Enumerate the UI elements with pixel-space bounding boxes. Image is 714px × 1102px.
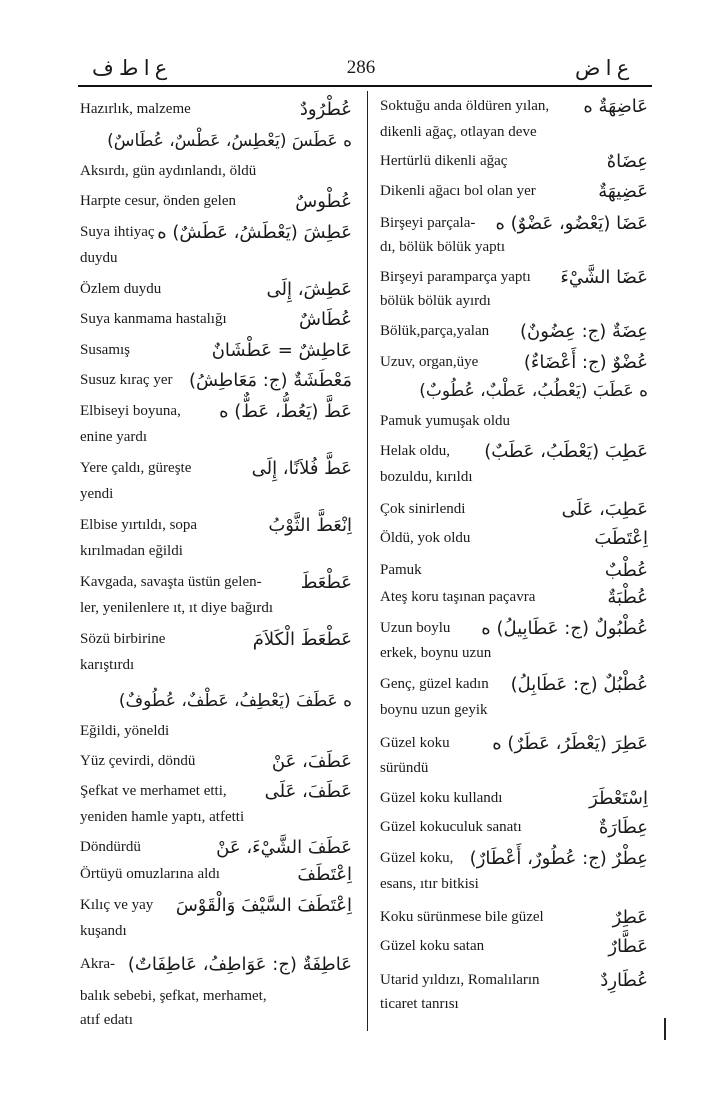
arabic-headword: عَطَفَ الشَّيْءَ، عَنْ bbox=[216, 837, 352, 858]
entry-line bbox=[380, 811, 648, 840]
left-column bbox=[80, 91, 352, 1033]
turkish-definition: dı, bölük bölük yaptı bbox=[380, 239, 505, 255]
arabic-headword: اِعْتَطَبَ bbox=[594, 528, 648, 549]
arabic-headword: عُطَارِدٌ bbox=[600, 970, 648, 991]
arabic-headword: عَطْعَطَ الْكَلاَمَ bbox=[252, 629, 352, 650]
entry-line bbox=[80, 245, 352, 271]
page-number: 286 bbox=[346, 57, 376, 78]
turkish-definition: boynu uzun geyik bbox=[380, 702, 488, 718]
arabic-headword: عَاضِهَةٌ ه bbox=[583, 96, 648, 117]
turkish-definition: Utarid yıldızı, Romalıların bbox=[380, 972, 540, 988]
entry-line bbox=[380, 236, 648, 260]
entry-line bbox=[80, 595, 352, 621]
entry-line bbox=[380, 260, 648, 290]
entry-line bbox=[80, 481, 352, 507]
entry-line bbox=[80, 507, 352, 538]
turkish-definition: Susamış bbox=[80, 342, 131, 358]
turkish-definition: Birşeyi parçala- bbox=[380, 215, 476, 231]
entry-line bbox=[380, 290, 648, 314]
arabic-headword: ه عَطَفَ (يَعْطِفُ، عَطْفٌ، عُطُوفٌ) bbox=[118, 691, 352, 711]
right-column bbox=[380, 91, 648, 1017]
entry-line bbox=[380, 959, 648, 993]
entry-line bbox=[380, 204, 648, 236]
turkish-definition: Döndürdü bbox=[80, 839, 141, 855]
turkish-definition: Soktuğu anda öldüren yılan, bbox=[380, 98, 550, 114]
entry-line bbox=[80, 538, 352, 564]
entry-line bbox=[80, 652, 352, 678]
entry-line bbox=[380, 464, 648, 490]
header-left-entry-range: ع ا ط ف bbox=[92, 56, 168, 80]
entry-line bbox=[380, 490, 648, 522]
turkish-definition: Eğildi, yöneldi bbox=[80, 723, 170, 739]
turkish-definition: yeniden hamle yaptı, atfetti bbox=[80, 809, 245, 825]
turkish-definition: Yüz çevirdi, döndü bbox=[80, 753, 196, 769]
turkish-definition: Kılıç ve yay bbox=[80, 897, 154, 913]
entry-line bbox=[380, 119, 648, 145]
entry-line bbox=[380, 522, 648, 551]
turkish-definition: kuşandı bbox=[80, 923, 127, 939]
header-rule bbox=[78, 85, 652, 87]
entry-line bbox=[80, 271, 352, 302]
arabic-headword: عُطْرُودٌ bbox=[299, 99, 352, 120]
turkish-definition: Birşeyi paramparça yaptı bbox=[380, 269, 531, 285]
turkish-definition: Ateş koru taşınan paçavra bbox=[380, 589, 536, 605]
arabic-headword: عَطِرٌ bbox=[612, 907, 648, 928]
arabic-headword: ه عَطَبَ (يَعْطُبُ، عَطْبٌ، عُطُوبٌ) bbox=[419, 381, 648, 401]
turkish-definition: bölük bölük ayırdı bbox=[380, 293, 491, 309]
arabic-headword: عَطِشَ، إِلَى bbox=[266, 279, 352, 300]
entry-line bbox=[380, 871, 648, 897]
arabic-headword: عِضَاهٌ bbox=[606, 151, 648, 172]
entry-line bbox=[80, 977, 352, 1009]
entry-line bbox=[380, 610, 648, 641]
entry-line bbox=[380, 781, 648, 811]
entry-line bbox=[80, 804, 352, 830]
turkish-definition: süründü bbox=[380, 760, 429, 776]
entry-line bbox=[380, 403, 648, 434]
entry-line bbox=[80, 302, 352, 332]
arabic-headword: عَاطِشٌ = عَطْشَانٌ bbox=[211, 340, 352, 361]
arabic-headword: عَضَا الشَّيْءَ bbox=[560, 267, 648, 288]
arabic-headword: عَضِيهَةٌ bbox=[598, 181, 648, 202]
turkish-definition: Elbise yırtıldı, sopa bbox=[80, 517, 198, 533]
turkish-definition: Sözü birbirine bbox=[80, 631, 166, 647]
entry-line bbox=[80, 830, 352, 860]
entry-line bbox=[380, 91, 648, 119]
entry-line bbox=[80, 122, 352, 153]
arabic-headword: عَطَفَ، عَلَى bbox=[264, 781, 352, 802]
turkish-definition: Yere çaldı, güreşte bbox=[80, 460, 192, 476]
turkish-definition: Güzel koku kullandı bbox=[380, 790, 503, 806]
arabic-headword: عَطَّ فُلاَنًا، إِلَى bbox=[251, 458, 352, 479]
entry-line bbox=[80, 332, 352, 363]
turkish-definition: atıf edatı bbox=[80, 1012, 133, 1028]
arabic-headword: عَطَّ (يَعُطُّ، عَطٌّ) ه bbox=[219, 401, 352, 422]
arabic-headword: عُطْبُولٌ (ج: عَطَابِيلُ) ه bbox=[481, 618, 648, 639]
turkish-definition: Pamuk bbox=[380, 562, 422, 578]
arabic-headword: عِطْرٌ (ج: عُطُورٌ، أَعْطَارٌ) bbox=[469, 848, 648, 869]
arabic-headword: اِنْعَطَّ الثَّوْبُ bbox=[268, 515, 352, 536]
column-divider bbox=[367, 91, 368, 1031]
entry-line bbox=[80, 450, 352, 481]
entry-line bbox=[80, 393, 352, 424]
entry-line bbox=[80, 564, 352, 595]
entry-line bbox=[380, 174, 648, 204]
arabic-headword: عَطِبَ (يَعْطَبُ، عَطَبٌ) bbox=[484, 441, 648, 462]
turkish-definition: karıştırdı bbox=[80, 657, 135, 673]
turkish-definition: Susuz kıraç yer bbox=[80, 372, 173, 388]
entry-line bbox=[80, 1009, 352, 1033]
turkish-definition: Koku sürünmese bile güzel bbox=[380, 909, 544, 925]
arabic-headword: عَطِرَ (يَعْطَرُ، عَطَرٌ) ه bbox=[492, 733, 648, 754]
entry-line bbox=[80, 184, 352, 214]
arabic-headword: عَضَا (يَعْضُو، عَضْوٌ) ه bbox=[495, 213, 648, 234]
turkish-definition: Uzun boylu bbox=[380, 620, 451, 636]
turkish-definition: Harpte cesur, önden gelen bbox=[80, 193, 236, 209]
turkish-definition: Pamuk yumuşak oldu bbox=[380, 413, 510, 429]
turkish-definition: Helak oldu, bbox=[380, 443, 450, 459]
entry-line bbox=[380, 993, 648, 1017]
entry-line bbox=[380, 583, 648, 610]
turkish-definition: duydu bbox=[80, 250, 118, 266]
entry-line bbox=[80, 424, 352, 450]
turkish-definition: Öldü, yok oldu bbox=[380, 530, 471, 546]
entry-line bbox=[80, 887, 352, 918]
turkish-definition: Hazırlık, malzeme bbox=[80, 101, 191, 117]
entry-line bbox=[80, 91, 352, 122]
arabic-headword: ه عَطَسَ (يَعْطِسُ، عَطْسٌ، عُطَاسٌ) bbox=[107, 131, 352, 151]
entry-line bbox=[80, 363, 352, 393]
turkish-definition: Güzel koku satan bbox=[380, 938, 485, 954]
arabic-headword: عُطْبُلٌ (ج: عَطَابِلُ) bbox=[510, 674, 648, 695]
turkish-definition: ler, yenilenlere ıt, ıt diye bağırdı bbox=[80, 600, 274, 616]
turkish-definition: kırılmadan eğildi bbox=[80, 543, 183, 559]
entry-line bbox=[80, 944, 352, 977]
entry-line bbox=[380, 723, 648, 756]
arabic-headword: عَطِبَ، عَلَى bbox=[561, 499, 648, 520]
entry-line bbox=[380, 840, 648, 871]
entry-line bbox=[380, 434, 648, 464]
entry-line bbox=[380, 375, 648, 403]
entry-line bbox=[380, 145, 648, 174]
entry-line bbox=[380, 314, 648, 344]
turkish-definition: Güzel kokuculuk sanatı bbox=[380, 819, 522, 835]
header-right-entry-range: ع ا ض bbox=[575, 56, 630, 80]
turkish-definition: Güzel koku bbox=[380, 735, 450, 751]
arabic-headword: عُطْبَةٌ bbox=[607, 587, 648, 608]
arabic-headword: عَاطِفَةٌ (ج: عَوَاطِفُ، عَاطِفَاتٌ) bbox=[127, 954, 352, 975]
turkish-definition: erkek, boynu uzun bbox=[380, 645, 492, 661]
turkish-definition: Bölük,parça,yalan bbox=[380, 323, 490, 339]
arabic-headword: اِعْتَطَفَ bbox=[297, 864, 352, 885]
arabic-headword: عَطَّارٌ bbox=[608, 936, 648, 957]
arabic-headword: عُطْبٌ bbox=[604, 560, 648, 581]
turkish-definition: Suya kanmama hastalığı bbox=[80, 311, 227, 327]
entry-line bbox=[80, 774, 352, 804]
turkish-definition: Akra- bbox=[80, 956, 115, 972]
entry-line bbox=[380, 641, 648, 666]
arabic-headword: عُطَاشٌ bbox=[299, 309, 352, 330]
entry-line bbox=[80, 860, 352, 887]
turkish-definition: Örtüyü omuzlarına aldı bbox=[80, 866, 220, 882]
turkish-definition: Dikenli ağacı bol olan yer bbox=[380, 183, 536, 199]
turkish-definition: Genç, güzel kadın bbox=[380, 676, 489, 692]
turkish-definition: Çok sinirlendi bbox=[380, 501, 466, 517]
entry-line bbox=[80, 713, 352, 744]
entry-line bbox=[80, 621, 352, 652]
entry-line bbox=[380, 344, 648, 375]
entry-line bbox=[80, 153, 352, 184]
turkish-definition: Kavgada, savaşta üstün gelen- bbox=[80, 574, 262, 590]
turkish-definition: Hertürlü dikenli ağaç bbox=[380, 153, 508, 169]
entry-line bbox=[380, 666, 648, 697]
turkish-definition: enine yardı bbox=[80, 429, 148, 445]
turkish-definition: yendi bbox=[80, 486, 114, 502]
arabic-headword: عَطْعَطَ bbox=[300, 572, 352, 593]
turkish-definition: Uzuv, organ,üye bbox=[380, 354, 479, 370]
turkish-definition: Şefkat ve merhamet etti, bbox=[80, 783, 227, 799]
arabic-headword: عُطْوسٌ bbox=[295, 191, 352, 212]
entry-line bbox=[80, 918, 352, 944]
turkish-definition: dikenli ağaç, otlayan deve bbox=[380, 124, 537, 140]
margin-mark bbox=[664, 1018, 666, 1040]
turkish-definition: esans, ıtır bitkisi bbox=[380, 876, 479, 892]
entry-line bbox=[80, 214, 352, 245]
arabic-headword: عَطِشَ (يَعْطَشُ، عَطَشٌ) ه bbox=[157, 222, 352, 243]
turkish-definition: Elbiseyi boyuna, bbox=[80, 403, 181, 419]
turkish-definition: Güzel koku, bbox=[380, 850, 454, 866]
entry-line bbox=[80, 744, 352, 774]
arabic-headword: اِسْتَعْطَرَ bbox=[589, 788, 648, 809]
turkish-definition: ticaret tanrısı bbox=[380, 996, 459, 1012]
turkish-definition: balık sebebi, şefkat, merhamet, bbox=[80, 988, 267, 1004]
arabic-headword: مَعْطَشَةٌ (ج: مَعَاطِشُ) bbox=[188, 370, 352, 391]
entry-line bbox=[380, 930, 648, 959]
turkish-definition: Suya ihtiyaç bbox=[80, 224, 155, 240]
turkish-definition: bozuldu, kırıldı bbox=[380, 469, 473, 485]
entry-line bbox=[380, 697, 648, 723]
turkish-definition: Aksırdı, gün aydınlandı, öldü bbox=[80, 163, 257, 179]
arabic-headword: عَطَفَ، عَنْ bbox=[271, 751, 352, 772]
arabic-headword: اِعْتَطَفَ السَّيْفَ وَالْقَوْسَ bbox=[175, 895, 352, 916]
arabic-headword: عِطَارَةٌ bbox=[598, 817, 648, 838]
entry-line bbox=[380, 897, 648, 930]
arabic-headword: عِضَةٌ (ج: عِضُونٌ) bbox=[519, 321, 648, 342]
turkish-definition: Özlem duydu bbox=[80, 281, 162, 297]
entry-line bbox=[380, 756, 648, 781]
arabic-headword: عُضْوٌ (ج: أَعْضَاءٌ) bbox=[523, 352, 648, 373]
entry-line bbox=[80, 678, 352, 713]
entry-line bbox=[380, 551, 648, 583]
